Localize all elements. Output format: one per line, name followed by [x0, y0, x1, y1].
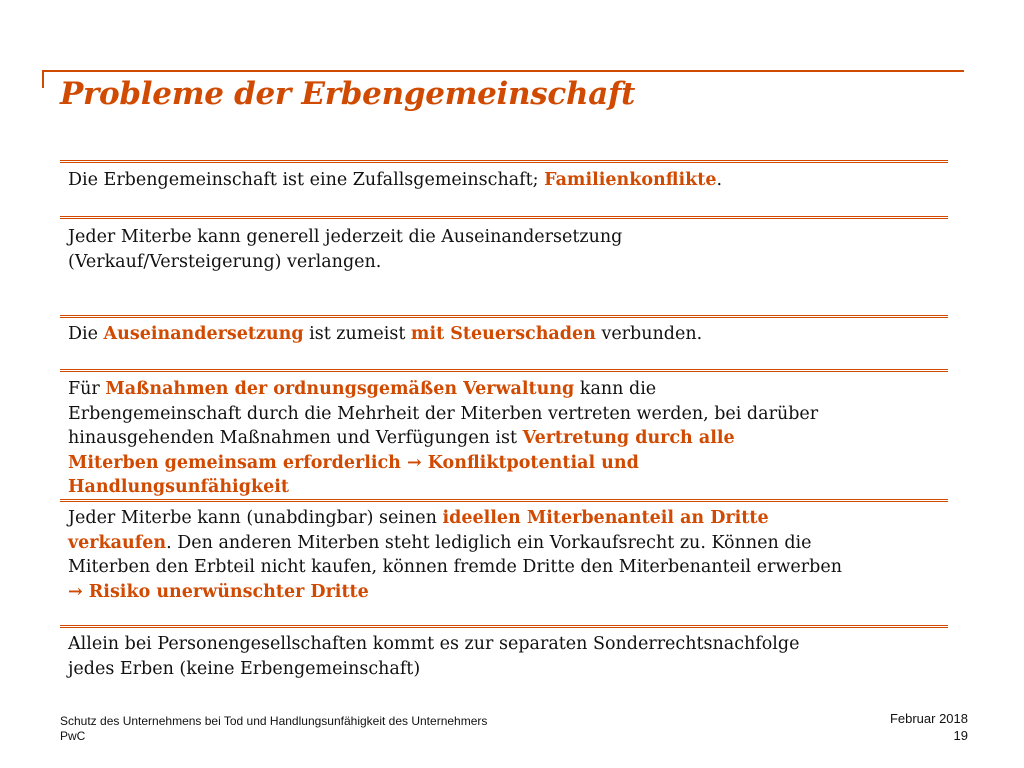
highlighted-text: Vertretung durch alle — [522, 428, 735, 448]
table-row — [60, 163, 948, 216]
row-text-segment: Miterben den Erbteil nicht kaufen, können fremde Dritte den Miterbenanteil erwerben — [68, 557, 842, 577]
row-text — [68, 322, 940, 347]
row-text-segment: jedes Erben (keine Erbengemeinschaft) — [68, 658, 421, 679]
table-row — [60, 502, 948, 625]
highlighted-text: → Risiko unerwünschter Dritte — [68, 581, 369, 602]
table-row — [60, 318, 948, 369]
row-text-segment: kann die — [574, 379, 657, 399]
highlighted-text: Maßnahmen der ordnungsgemäßen Verwaltung — [105, 379, 575, 399]
row-text-segment: . Den anderen Miterben steht lediglich ein Vorkaufsrecht zu. Können die — [166, 532, 812, 553]
row-text — [68, 632, 940, 681]
row-text-segment: hinausgehenden Maßnahmen und Verfügungen ist — [68, 428, 523, 448]
footer-page-number: 19 — [953, 728, 968, 743]
row-text — [68, 506, 940, 604]
highlighted-text: Auseinandersetzung — [103, 324, 304, 344]
row-text-segment: Die Erbengemeinschaft ist eine Zufallsgemeinschaft; — [68, 170, 545, 190]
slide-title: Probleme der Erbengemeinschaft — [60, 76, 636, 112]
highlighted-text: Familienkonflikte — [544, 170, 717, 190]
highlighted-text: Miterben gemeinsam erforderlich → Konfliktpotential und — [68, 452, 639, 473]
row-text-segment: ist zumeist — [303, 324, 411, 344]
row-text-segment: verbunden. — [595, 324, 703, 344]
problem-table — [60, 160, 948, 686]
highlighted-text: ideellen Miterbenanteil an Dritte — [442, 508, 769, 528]
row-text-segment: Die — [68, 324, 104, 344]
highlighted-text: verkaufen — [68, 532, 167, 553]
footer-date: Februar 2018 — [889, 711, 968, 726]
row-text-segment: Erbengemeinschaft durch die Mehrheit der Miterben vertreten werden, bei darüber — [68, 403, 819, 424]
table-row — [60, 219, 948, 315]
corner-accent-horizontal — [42, 70, 964, 72]
row-text — [68, 225, 940, 274]
row-text-segment: . — [716, 170, 723, 190]
row-text-segment: Für — [68, 379, 106, 399]
row-text-segment: Jeder Miterbe kann (unabdingbar) seinen — [68, 508, 443, 528]
footer-topic: Schutz des Unternehmens bei Tod und Handlungsunfähigkeit des Unternehmers — [60, 714, 488, 728]
highlighted-text: mit Steuerschaden — [410, 324, 596, 344]
row-text — [68, 168, 940, 193]
footer-brand: PwC — [60, 729, 86, 743]
highlighted-text: Handlungsunfähigkeit — [68, 477, 289, 497]
row-text — [68, 377, 940, 500]
corner-accent-vertical — [42, 70, 44, 88]
row-text-segment: Jeder Miterbe kann generell jederzeit die Auseinandersetzung — [68, 227, 623, 247]
table-row — [60, 372, 948, 499]
table-row — [60, 628, 948, 686]
row-text-segment: (Verkauf/Versteigerung) verlangen. — [68, 251, 382, 272]
row-text-segment: Allein bei Personengesellschaften kommt es zur separaten Sonderrechtsnachfolge — [68, 634, 800, 654]
